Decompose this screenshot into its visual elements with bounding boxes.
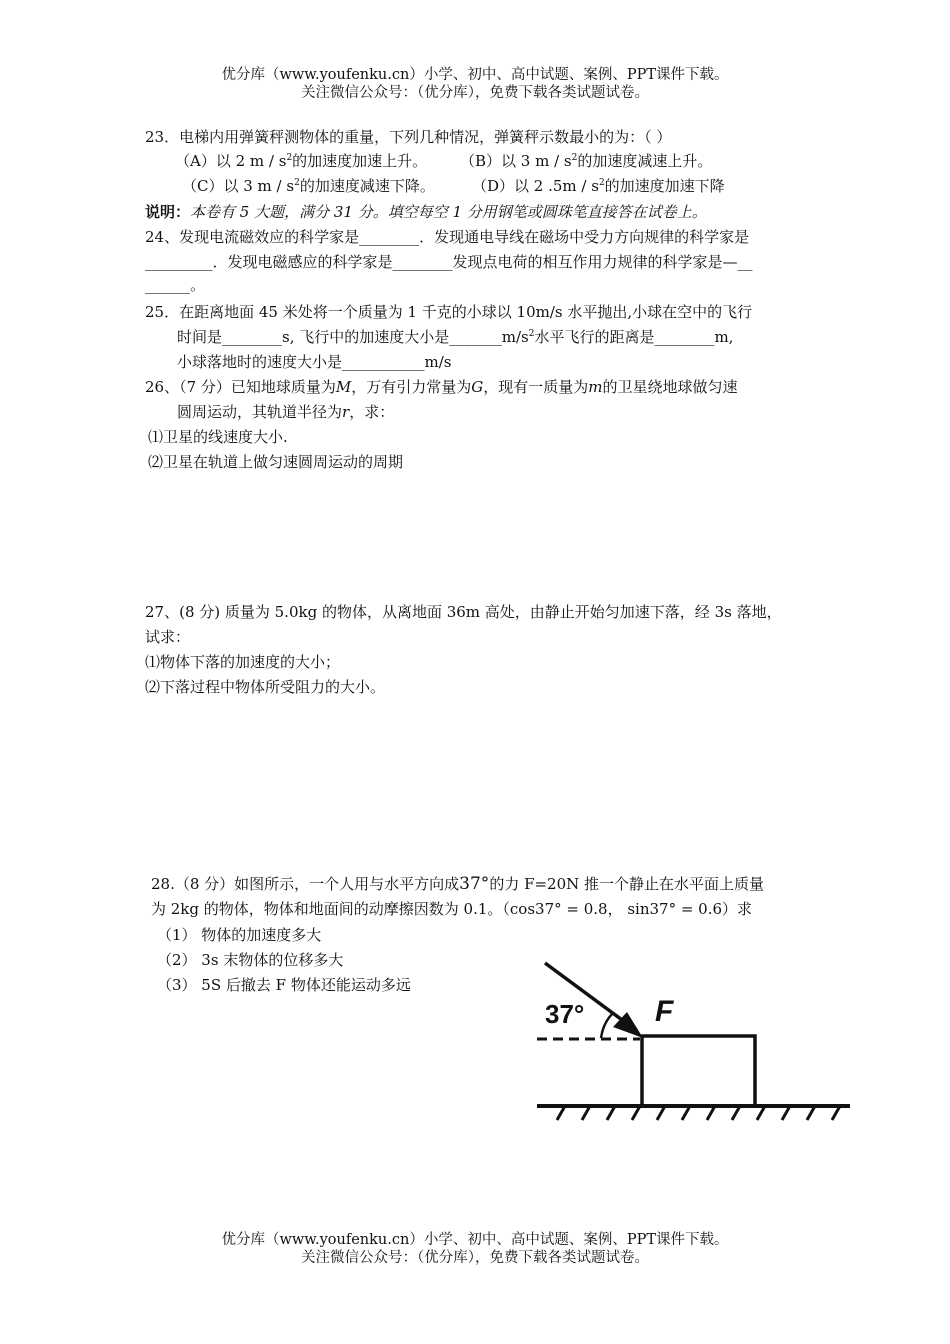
q28-line-1 (151, 874, 764, 894)
q28-line-2: 为 2kg 的物体，物体和地面间的动摩擦因数为 0.1。（cos37° = 0.8， sin37° = 0.6）求 (151, 900, 753, 918)
q25-line-2-sup: 2 (528, 329, 535, 339)
q23-option-d-sup: 2 (598, 178, 605, 188)
q23-option-b-sup: 2 (571, 153, 578, 163)
q26-var-m: m (588, 378, 603, 396)
q28-l1-b: 的力 F=20N 推一个静止在水平面上质量 (489, 875, 765, 893)
q28-part-3: （3） 5S 后撤去 F 物体还能运动多远 (157, 976, 411, 994)
q26-l1-c: ，现有一质量为 (483, 378, 589, 396)
q23-option-d (472, 176, 725, 196)
q27-line-1: 27、(8 分) 质量为 5.0kg 的物体，从离地面 36m 高处，由静止开始匀加速下落，经 3s 落地， (145, 603, 782, 621)
q23-option-d-pre: （D）以 2 .5m / s (472, 177, 599, 195)
force-diagram (535, 955, 855, 1130)
q26-l1-a: 26、（7 分）已知地球质量为 (145, 378, 336, 396)
q23-option-a-sup: 2 (286, 153, 293, 163)
q23-option-a-pre: （A）以 2 m / s (175, 152, 287, 170)
q26-line-1 (145, 377, 738, 397)
q23-option-b-post: 的加速度减速上升。 (577, 152, 713, 170)
q27-part-1: ⑴物体下落的加速度的大小； (145, 653, 341, 671)
q28-l1-a: 28.（8 分）如图所示，一个人用与水平方向成 (151, 875, 460, 893)
q25-line-2 (177, 327, 733, 347)
q28-part-1: （1） 物体的加速度多大 (157, 926, 322, 944)
q25-line-2-pre: 时间是________s, 飞行中的加速度大小是_______m/s (177, 328, 529, 346)
q24-line-1: 24、发现电流磁效应的科学家是________．发现通电导线在磁场中受力方向规律的科学家是 (145, 228, 750, 246)
q24-line-2: _________．发现电磁感应的科学家是________发现点电荷的相互作用力规律的科学家是—__ (145, 253, 753, 271)
note-text: 本卷有 5 大题，满分 31 分。填空每空 1 分用钢笔或圆珠笔直接答在试卷上。 (190, 203, 707, 221)
q23-option-a (175, 151, 427, 171)
q24-line-3: ______。 (145, 276, 206, 294)
q26-l1-b: ，万有引力常量为 (351, 378, 472, 396)
q26-var-M: M (335, 378, 352, 396)
angle-arc (601, 1013, 613, 1038)
instructions-note (145, 202, 707, 222)
block (642, 1036, 755, 1106)
q26-line-2 (177, 402, 394, 422)
header-line-2: 关注微信公众号：（优分库），免费下载各类试题试卷。 (301, 85, 649, 101)
q26-l2-b: ，求： (349, 403, 395, 421)
header-line-1: 优分库（www.youfenku.cn）小学、初中、高中试题、案例、PPT课件下载。 (221, 67, 729, 83)
q27-line-2: 试求： (145, 628, 191, 646)
q26-l1-d: 的卫星绕地球做匀速 (602, 378, 738, 396)
q23-option-a-post: 的加速度加速上升。 (292, 152, 428, 170)
q23-option-c-post: 的加速度减速下降。 (299, 177, 435, 195)
ground-hatching (557, 1106, 840, 1120)
q26-part-1: ⑴卫星的线速度大小. (148, 428, 288, 446)
q26-part-2: ⑵卫星在轨道上做匀速圆周运动的周期 (148, 453, 404, 471)
q23-option-c-pre: （C）以 3 m / s (182, 177, 295, 195)
note-label: 说明： (145, 203, 191, 221)
q25-line-2-post: 水平飞行的距离是________m, (534, 328, 734, 346)
q23-option-c-sup: 2 (294, 178, 300, 188)
force-label: F (655, 995, 674, 1028)
q27-part-2: ⑵下落过程中物体所受阻力的大小。 (145, 678, 386, 696)
footer-line-2: 关注微信公众号：（优分库），免费下载各类试题试卷。 (301, 1250, 649, 1266)
q23-option-c (182, 176, 435, 196)
q26-var-r: r (342, 403, 350, 421)
q28-angle: 37° (459, 874, 490, 894)
q25-line-1: 25．在距离地面 45 米处将一个质量为 1 千克的小球以 10m/s 水平抛出,小球在空中的飞行 (145, 303, 753, 321)
q28-part-2: （2） 3s 末物体的位移多大 (157, 951, 344, 969)
q26-var-G: G (471, 378, 484, 396)
q26-l2-a: 圆周运动，其轨道半径为 (177, 403, 343, 421)
q23-option-b (460, 151, 712, 171)
q25-line-3: 小球落地时的速度大小是___________m/s (177, 353, 452, 371)
q23-option-d-post: 的加速度加速下降 (604, 177, 725, 195)
q23-stem: 23．电梯内用弹簧秤测物体的重量，下列几种情况，弹簧秤示数最小的为：（ ） (145, 128, 672, 146)
q23-option-b-pre: （B）以 3 m / s (460, 152, 572, 170)
footer-line-1: 优分库（www.youfenku.cn）小学、初中、高中试题、案例、PPT课件下载。 (221, 1232, 729, 1248)
angle-label: 37° (545, 999, 585, 1029)
